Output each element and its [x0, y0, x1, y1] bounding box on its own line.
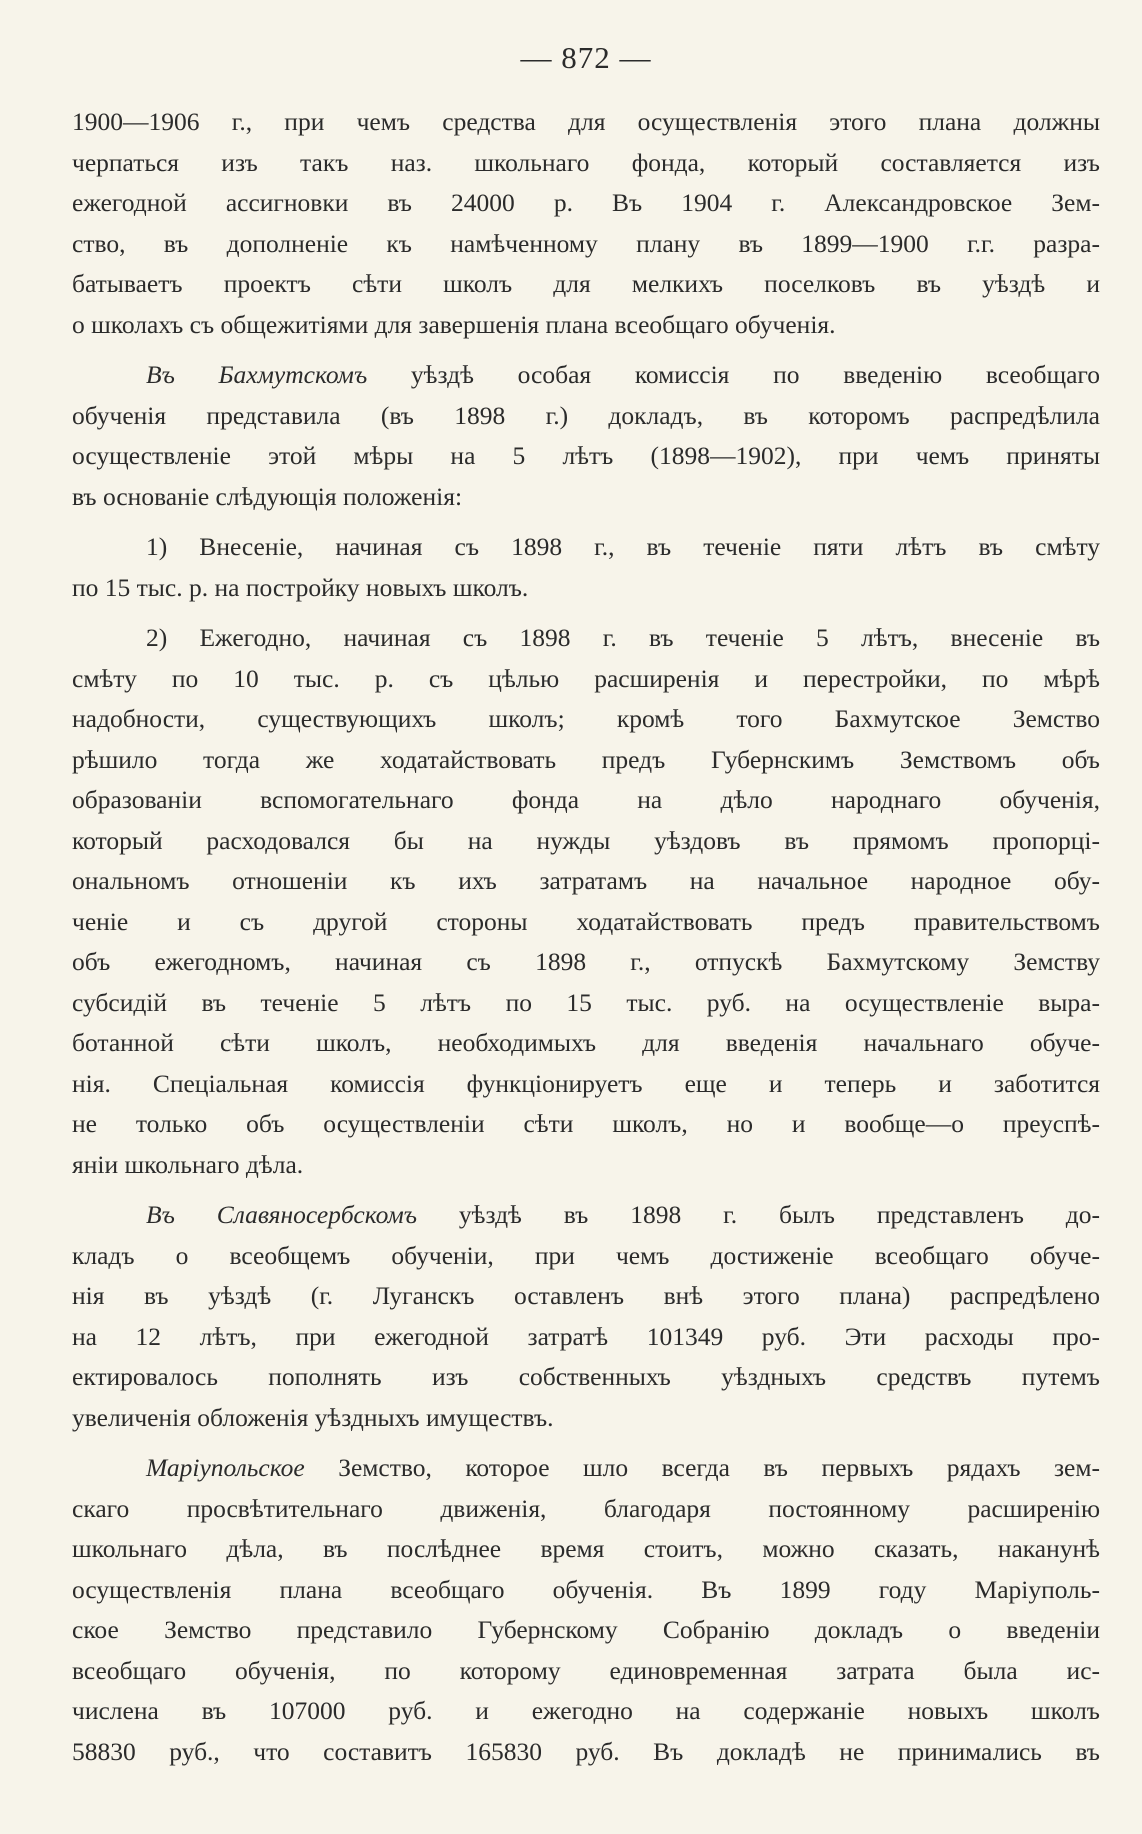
text-line: объ ежегодномъ, начиная съ 1898 г., отпускѣ Бахмутскому Земству	[72, 947, 1100, 976]
text-line: яніи школьнаго дѣла.	[72, 1149, 304, 1179]
text-line: не только объ осуществленіи сѣти школъ, но и вообще—о преуспѣ-	[72, 1109, 1100, 1138]
text-line: батываетъ проектъ сѣти школъ для мелкихъ поселковъ въ уѣздѣ и	[72, 269, 1100, 298]
text-line: ботанной сѣти школъ, необходимыхъ для введенія начальнаго обуче-	[72, 1028, 1100, 1057]
text-line: образованіи вспомогательнаго фонда на дѣло народнаго обученія,	[72, 785, 1100, 814]
text-line: который расходовался бы на нужды уѣздовъ въ прямомъ пропорці-	[72, 825, 1100, 855]
text-line: въ основаніе слѣдующія положенія:	[72, 481, 463, 511]
paragraph-lead: Въ Славяносербскомъ	[146, 1200, 417, 1229]
text-line: по 15 тыс. р. на постройку новыхъ школъ.	[72, 572, 529, 602]
text-line: смѣту по 10 тыс. р. съ цѣлью расширенія и перестройки, по мѣрѣ	[72, 663, 1100, 693]
text-line: обученія представила (въ 1898 г.) докладъ, въ которомъ распредѣлила	[72, 400, 1100, 430]
line-text: уѣздѣ особая комиссія по введенію всеобщаго	[367, 360, 1100, 389]
text-line	[72, 1448, 1100, 1489]
text-line: 58830 руб., что составитъ 165830 руб. Въ докладѣ не принимались въ	[72, 1736, 1100, 1766]
text-line: числена въ 107000 руб. и ежегодно на содержаніе новыхъ школъ	[72, 1696, 1100, 1725]
text-line: осуществленія плана всеобщаго обученія. Въ 1899 году Маріуполь-	[72, 1574, 1100, 1604]
text-line: школьнаго дѣла, въ послѣднее время стоитъ, можно сказать, наканунѣ	[72, 1534, 1100, 1563]
paragraph-mariupol	[72, 1448, 1100, 1772]
text-line: всеобщаго обученія, по которому единовременная затрата была ис-	[72, 1655, 1100, 1685]
page-number: — 872 —	[520, 40, 652, 75]
text-line: нія въ уѣздѣ (г. Луганскъ оставленъ внѣ этого плана) распредѣлено	[72, 1281, 1100, 1310]
text-line: ежегодной ассигновки въ 24000 р. Въ 1904 г. Александровское Зем-	[72, 188, 1100, 217]
text-line: ектировалось пополнять изъ собственныхъ уѣздныхъ средствъ путемъ	[72, 1362, 1100, 1391]
text-line: ское Земство представило Губернскому Собранію докладъ о введеніи	[72, 1615, 1100, 1644]
text-line: о школахъ съ общежитіями для завершенія плана всеобщаго обученія.	[72, 309, 836, 339]
text-line: кладъ о всеобщемъ обученіи, при чемъ достиженіе всеобщаго обуче-	[72, 1240, 1100, 1270]
paragraph-item-1	[72, 527, 1100, 608]
text-line: черпаться изъ такъ наз. школьнаго фонда, который составляется изъ	[72, 147, 1100, 177]
text-line: нія. Спеціальная комиссія функціонируетъ еще и теперь и заботится	[72, 1068, 1100, 1098]
line-text: Земство, которое шло всегда въ первыхъ рядахъ зем-	[304, 1453, 1100, 1482]
line-text: уѣздѣ въ 1898 г. былъ представленъ до-	[416, 1200, 1100, 1229]
paragraph-item-2	[72, 618, 1100, 1185]
text-line: 1) Внесеніе, начиная съ 1898 г., въ теченіе пяти лѣтъ въ смѣту	[146, 532, 1100, 561]
text-line: субсидій въ теченіе 5 лѣтъ по 15 тыс. руб. на осуществленіе выра-	[72, 987, 1100, 1017]
paragraph-bakhmut	[72, 355, 1100, 517]
paragraph-lead: Маріупольское	[146, 1453, 305, 1482]
text-line: надобности, существующихъ школъ; кромѣ того Бахмутское Земство	[72, 704, 1100, 733]
paragraph-lead: Въ Бахмутскомъ	[146, 360, 368, 389]
text-line	[72, 355, 1100, 396]
book-page	[72, 36, 1100, 1806]
paragraph-slavyanoserbsk	[72, 1195, 1100, 1438]
text-line	[72, 1195, 1100, 1236]
text-line: рѣшило тогда же ходатайствовать предъ Губернскимъ Земствомъ объ	[72, 744, 1100, 774]
text-line: 2) Ежегодно, начиная съ 1898 г. въ теченіе 5 лѣтъ, внесеніе въ	[146, 623, 1100, 652]
paragraph-zemstvo-plan	[72, 102, 1100, 345]
text-line: увеличенія обложенія уѣздныхъ имуществъ.	[72, 1402, 554, 1432]
text-line: ональномъ отношеніи къ ихъ затратамъ на начальное народное обу-	[72, 866, 1100, 895]
text-line: скаго просвѣтительнаго движенія, благодаря постоянному расширенію	[72, 1493, 1100, 1523]
text-line: ченіе и съ другой стороны ходатайствовать предъ правительствомъ	[72, 906, 1100, 936]
text-line: ство, въ дополненіе къ намѣченному плану въ 1899—1900 г.г. разра-	[72, 228, 1100, 258]
text-line: осуществленіе этой мѣры на 5 лѣтъ (1898—1902), при чемъ приняты	[72, 441, 1100, 470]
text-line: 1900—1906 г., при чемъ средства для осуществленія этого плана должны	[72, 107, 1100, 136]
text-line: на 12 лѣтъ, при ежегодной затратѣ 101349 руб. Эти расходы про-	[72, 1321, 1100, 1351]
